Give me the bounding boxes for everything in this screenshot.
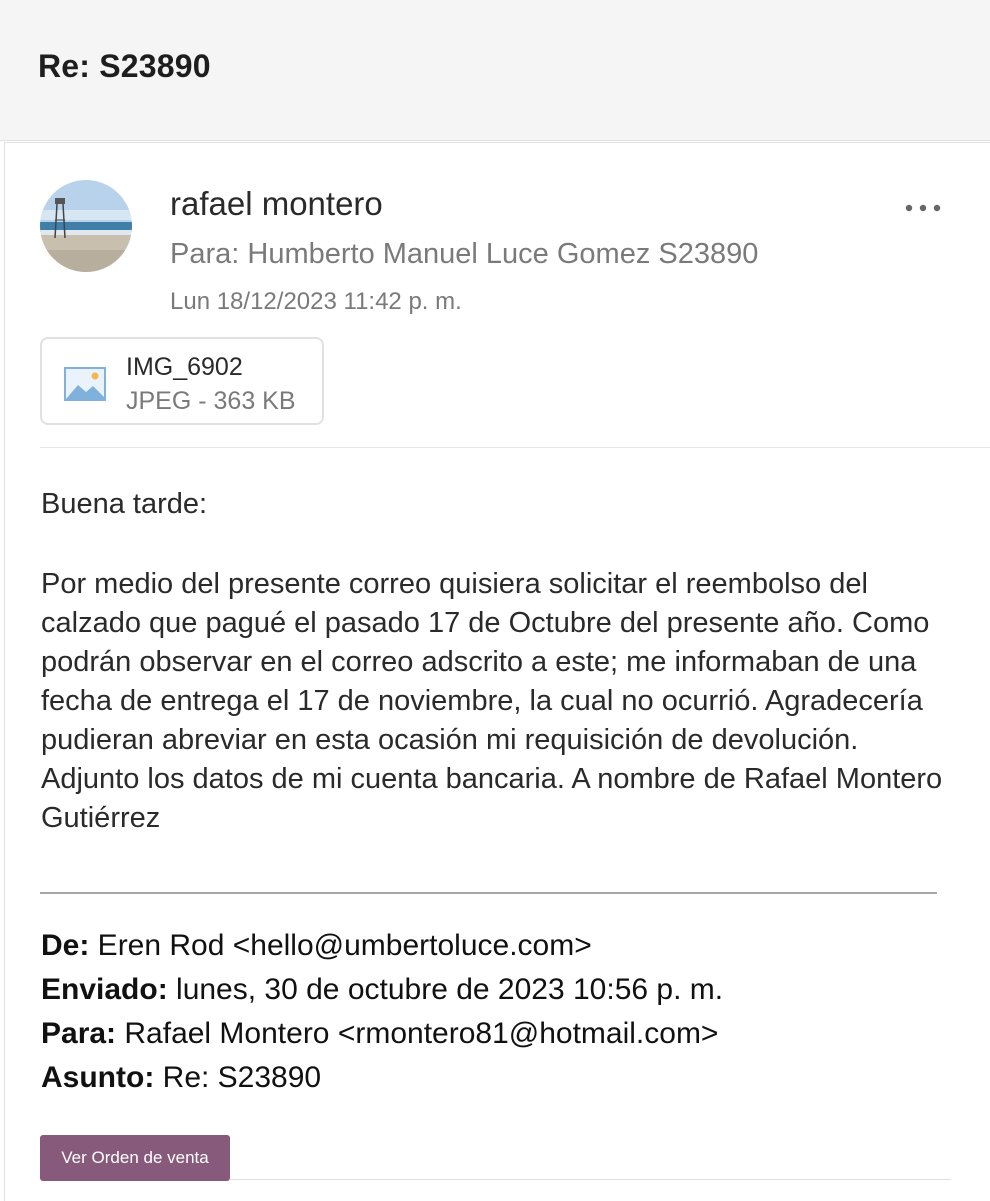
sender-avatar[interactable] [40, 180, 132, 272]
quoted-from [41, 929, 592, 963]
attachment-card[interactable] [40, 337, 324, 425]
quoted-sent-value: lunes, 30 de octubre de 2023 10:56 p. m. [167, 973, 724, 1006]
quote-divider [40, 892, 937, 894]
image-file-icon [64, 367, 106, 401]
attachment-name: IMG_6902 [126, 353, 243, 381]
quoted-subject-value: Re: S23890 [154, 1061, 322, 1094]
quoted-to [41, 1017, 718, 1051]
email-subject: Re: S23890 [38, 48, 211, 84]
body-paragraph: Por medio del presente correo quisiera solicitar el reembolso del calzado que pagué el pasado 17 de Octubre del presente año. Como podrán observar en el correo adscrito a este; me informaban de una fecha de entrega el 17 de noviembre, la cual no ocurrió. Agradecería pudieran abreviar en esta ocasión mi requisición de devolución. Adjunto los datos de mi cuenta bancaria. A nombre de Rafael Montero Gutiérrez [41, 568, 943, 834]
message-card [4, 142, 990, 1201]
quoted-sent-label: Enviado: [41, 973, 168, 1006]
footer-divider [230, 1179, 951, 1180]
quoted-subject [41, 1061, 321, 1095]
message-date: Lun 18/12/2023 11:42 p. m. [170, 288, 462, 315]
more-options-button[interactable] [901, 193, 945, 223]
quoted-sent [41, 973, 723, 1007]
header-divider [40, 447, 990, 448]
more-horizontal-icon [901, 193, 945, 223]
attachment-meta: JPEG - 363 KB [126, 387, 296, 415]
quoted-to-value: Rafael Montero <rmontero81@hotmail.com> [116, 1017, 719, 1050]
quoted-subject-label: Asunto: [41, 1061, 155, 1094]
quoted-from-value: Eren Rod <hello@umbertoluce.com> [89, 929, 592, 962]
body-greeting: Buena tarde: [41, 488, 208, 520]
view-sales-order-button[interactable]: Ver Orden de venta [40, 1135, 230, 1181]
quoted-from-label: De: [41, 929, 90, 962]
email-header [0, 0, 990, 141]
quoted-to-label: Para: [41, 1017, 117, 1050]
sender-name: rafael montero [170, 185, 383, 222]
recipient-line: Para: Humberto Manuel Luce Gomez S23890 [170, 238, 759, 270]
